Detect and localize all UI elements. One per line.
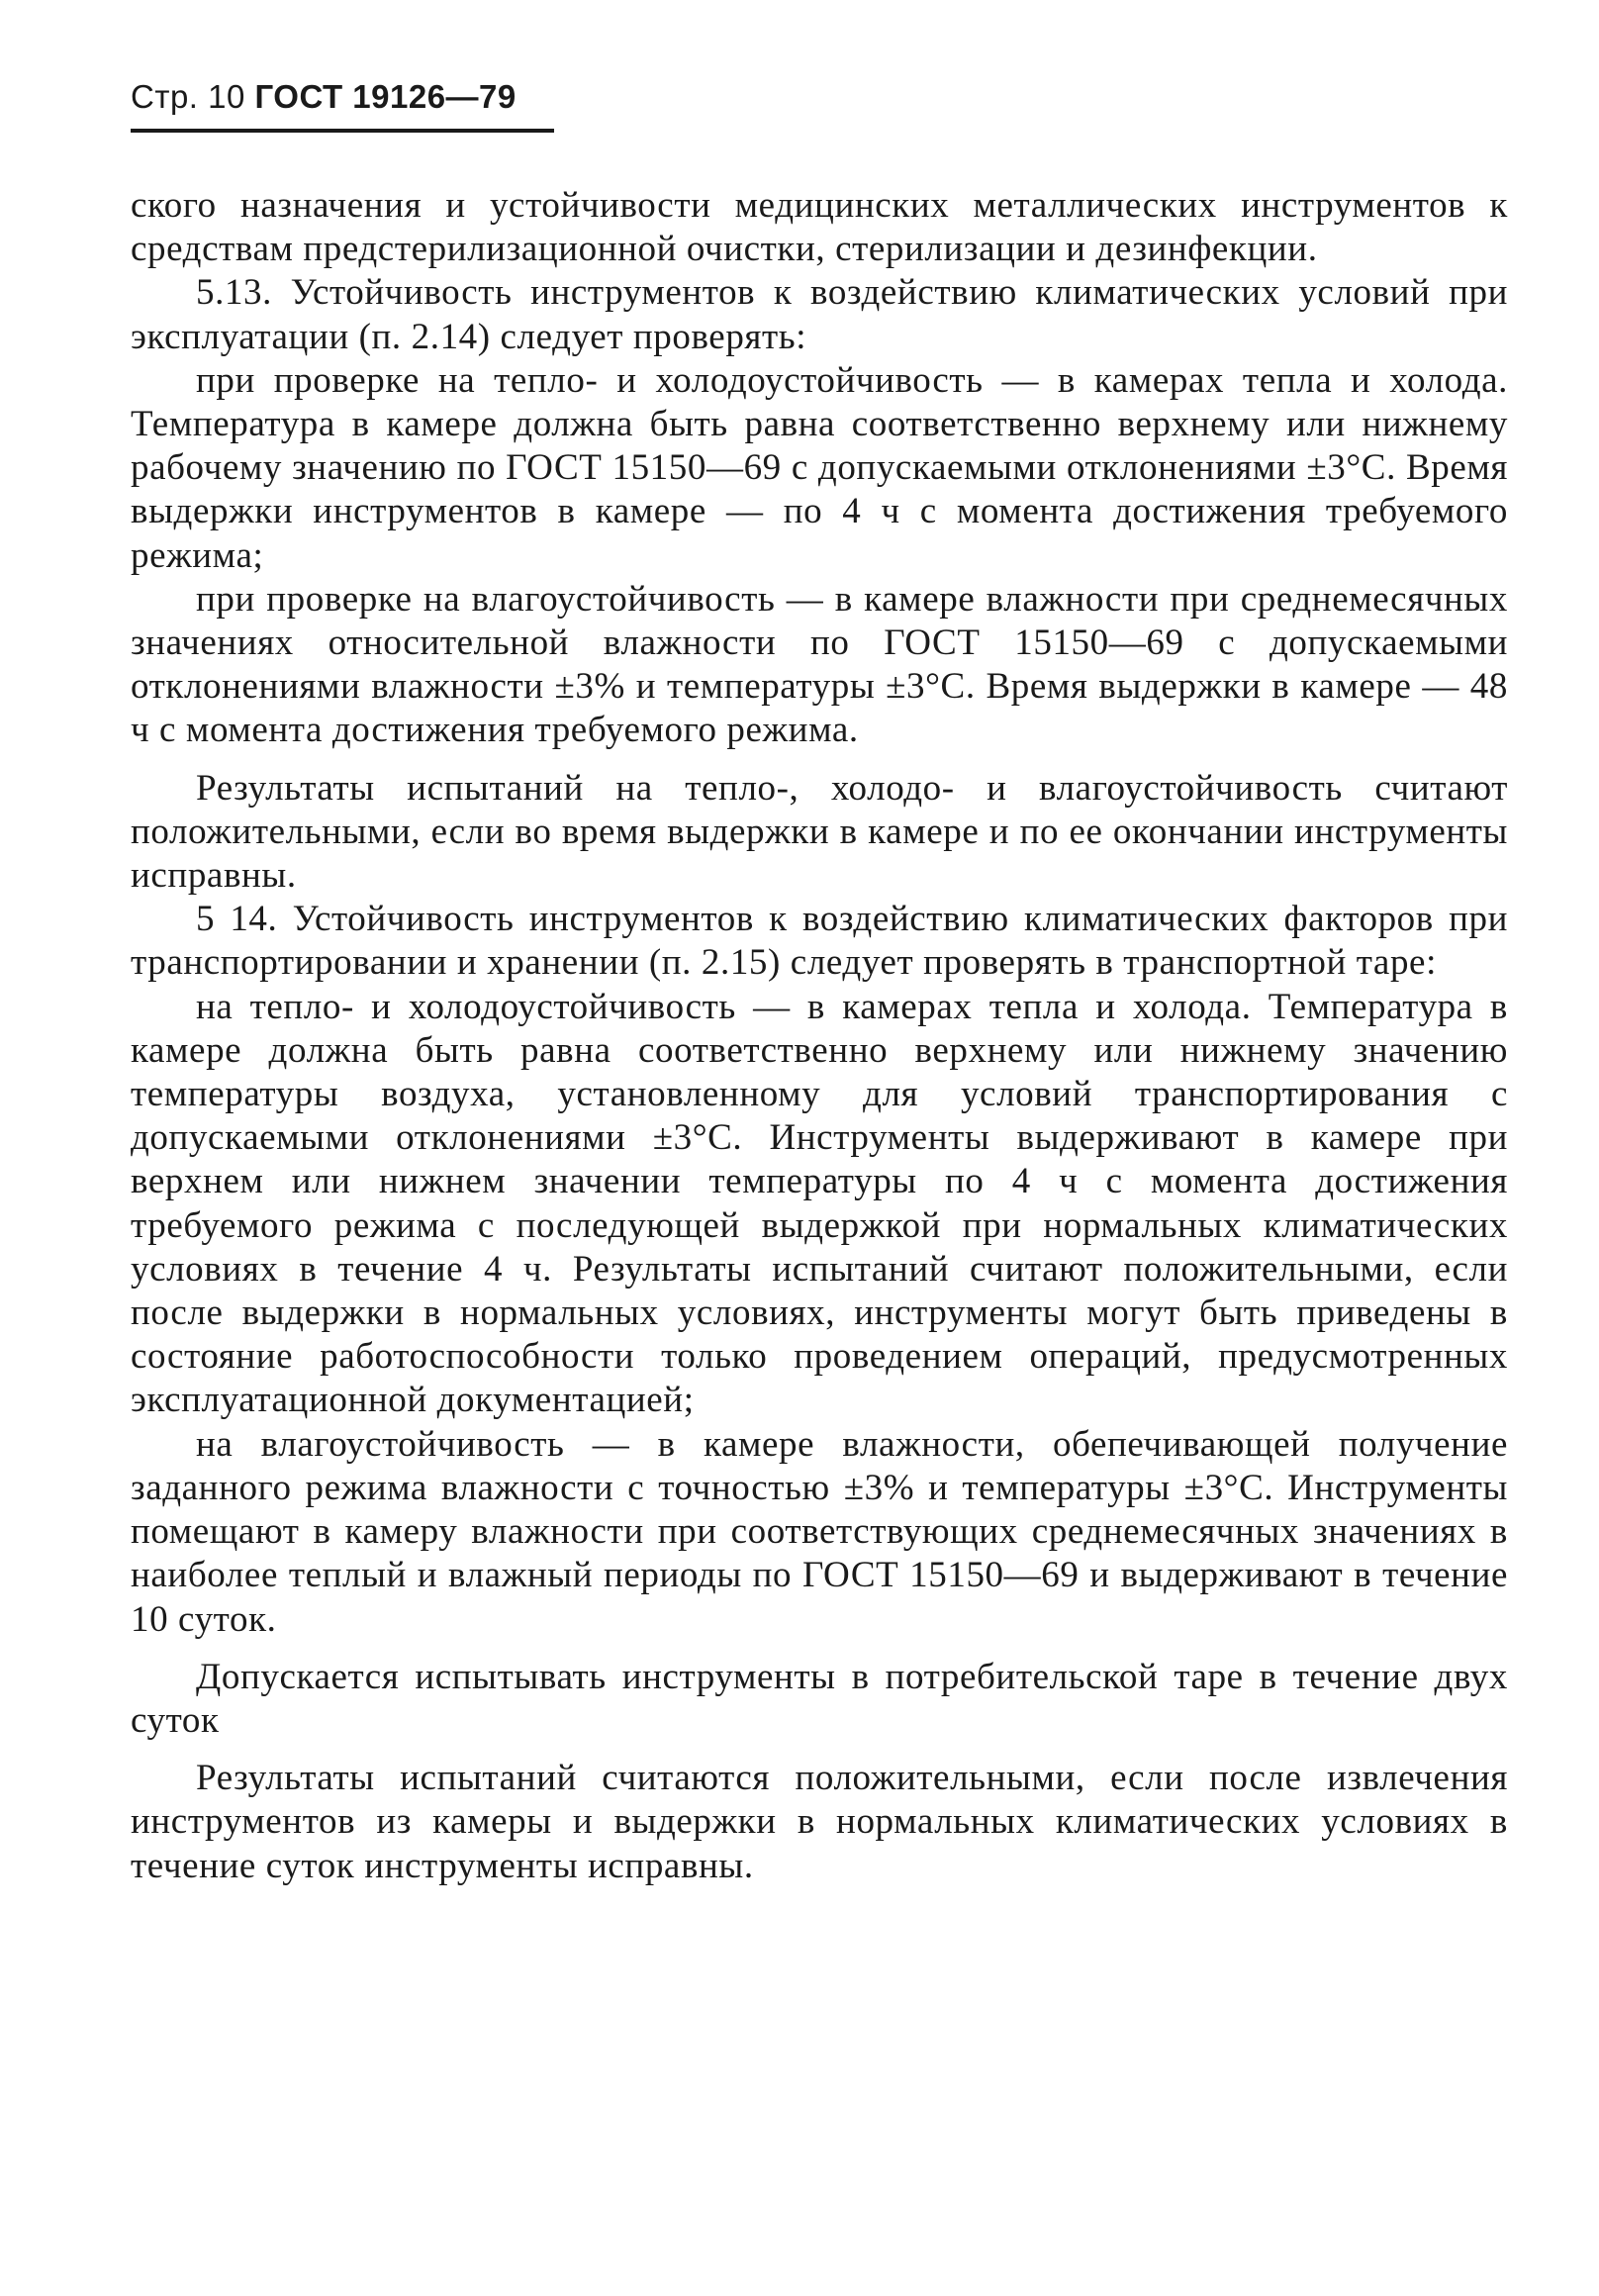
paragraph-transport-heat-cold: на тепло- и холодоустойчивость — в камерах тепла и холода. Температура в камере должна быть равна соответственно верхнему или нижнему значению температуры воздуха, установленному для условий транспортирования с допускаемыми отклонениями ±3°С. Инструменты выдерживают в камере при верхнем или нижнем значении температуры по 4 ч с момента достижения требуемого режима с последующей выдержкой при нормальных климатических условиях в течение 4 ч. Результаты испытаний считают положительными, если после выдержки в нормальных условиях, инструменты могут быть приведены в состояние работоспособности только проведением операций, предусмотренных эксплуатационной документацией; <box>131 986 1508 1421</box>
page-header <box>131 77 556 133</box>
paragraph-humidity-test: при проверке на влагоустойчивость — в камере влажности при среднемесячных значениях относительной влажности по ГОСТ 15150—69 с допускаемыми отклонениями влажности ±3% и температуры ±3°С. Время выдержки в камере — 48 ч с момента достижения требуемого режима. <box>131 578 1508 751</box>
page-number-label: Стр. 10 <box>131 78 245 115</box>
paragraph-continuation: ского назначения и устойчивости медицинских металлических инструментов к средствам предстерилизационной очистки, стерилизации и дезинфекции. <box>131 185 1508 270</box>
header-rule <box>131 129 554 133</box>
paragraph-clause-5-14: 5 14. Устойчивость инструментов к воздействию климатических факторов при транспортировании и хранении (п. 2.15) следует проверять в транспортной таре: <box>131 899 1508 984</box>
body-text <box>131 184 1508 1888</box>
paragraph-heat-cold-test: при проверке на тепло- и холодоустойчивость — в камерах тепла и холода. Температура в камере должна быть равна соответственно верхнему или нижнему рабочему значению по ГОСТ 15150—69 с допускаемыми отклонениями ±3°С. Время выдержки инструментов в камере — по 4 ч с момента достижения требуемого режима; <box>131 359 1508 576</box>
paragraph-clause-5-13: 5.13. Устойчивость инструментов к воздействию климатических условий при эксплуатации (п. 2.14) следует проверять: <box>131 272 1508 357</box>
paragraph-transport-humidity: на влагоустойчивость — в камере влажности, обепечивающей получение заданного режима влажности с точностью ±3% и температуры ±3°С. Инструменты помещают в камеру влажности при соответствующих среднемесячных значениях в наиболее теплый и влажный периоды по ГОСТ 15150—69 и выдерживают в течение 10 суток. <box>131 1423 1508 1640</box>
header-text <box>131 77 556 117</box>
paragraph-consumer-package: Допускается испытывать инструменты в потребительской таре в течение двух суток <box>131 1656 1508 1741</box>
paragraph-results-2: Результаты испытаний считаются положительными, если после извлечения инструментов из камеры и выдержки в нормальных климатических условиях в течение суток инструменты исправны. <box>131 1758 1508 1886</box>
paragraph-results-1: Результаты испытаний на тепло-, холодо- и влагоустойчивость считают положительными, если во время выдержки в камере и по ее окончании инструменты исправны. <box>131 767 1508 897</box>
standard-designation: ГОСТ 19126—79 <box>254 78 517 115</box>
